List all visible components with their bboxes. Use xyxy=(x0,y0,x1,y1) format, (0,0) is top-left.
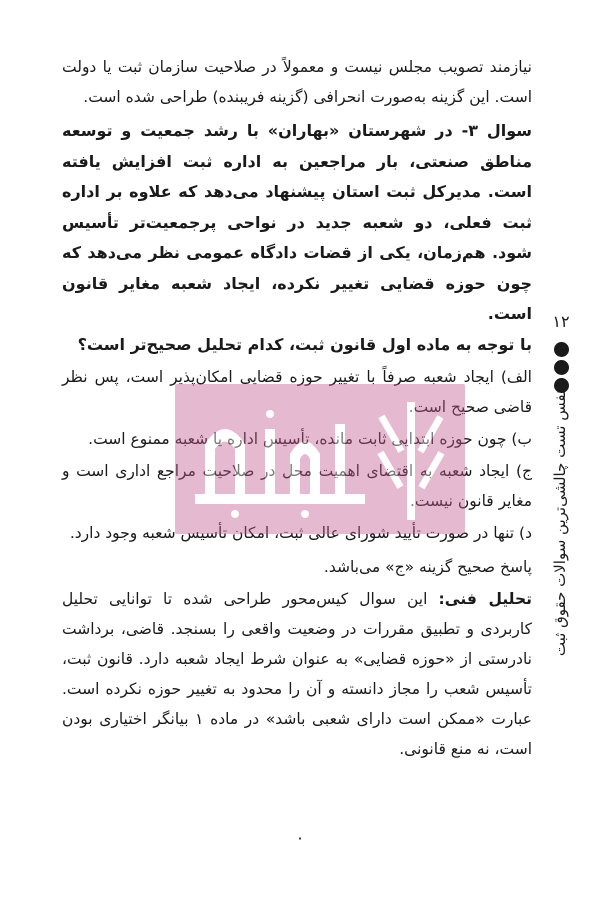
main-text-column xyxy=(62,52,532,764)
book-title: نفس تست چالشی‌ترین سوالات حقوق ثبت xyxy=(551,389,569,657)
option-dal: د) تنها در صورت تأیید شورای عالی ثبت، امکان تأسیس شعبه وجود دارد. xyxy=(69,523,532,542)
question-prompt: با توجه به ماده اول قانون ثبت، کدام تحلیل صحیح‌تر است؟ xyxy=(77,334,532,354)
option-alef: الف) ایجاد شعبه صرفاً با تغییر حوزه قضایی امکان‌پذیر است، پس نظر قاضی صحیح است. xyxy=(62,367,532,416)
page-number: ۱۲ xyxy=(552,312,570,331)
correct-answer: پاسخ صحیح گزینه «ج» می‌باشد. xyxy=(323,557,532,576)
intro-paragraph: نیازمند تصویب مجلس نیست و معمولاً در صلاحیت سازمان ثبت یا دولت است. این گزینه به‌صورت انحرافی (گزینه فریبنده) طراحی شده است. xyxy=(62,58,532,106)
book-title-wrap xyxy=(540,389,580,657)
footer-page-mark: ۰ xyxy=(295,828,305,847)
analysis-title: تحلیل فنی: xyxy=(438,589,533,608)
analysis-body: این سوال کیس‌محور طراحی شده تا توانایی تحلیل کاربردی و تطبیق مقررات در وضعیت واقعی را بسنجد. قاضی، برداشت نادرستی از «حوزه قضایی» به عنوان شرط ایجاد شعبه دارد. قانون ثبت، تأسیس شعب را مجاز دانسته و آن را محدود به تغییر حوزه نکرده است. عبارت «ممکن است دارای شعبی باشد» در ماده ۱ بیانگر اختیاری بودن است، نه منع قانونی. xyxy=(62,589,532,758)
option-jim: ج) ایجاد شعبه به اقتضای اهمیت محل در صلاحیت مراجع اداری است و مغایر قانون نیست. xyxy=(62,461,532,510)
option-be: ب) چون حوزه ابتدایی ثابت مانده، تأسیس اداره یا شعبه ممنوع است. xyxy=(88,429,532,448)
side-running-header xyxy=(540,312,580,657)
technical-analysis xyxy=(62,584,532,764)
question-stem: سوال ۳- در شهرستان «بهاران» با رشد جمعیت و توسعه مناطق صنعتی، بار مراجعین به اداره ثبت افزایش یافته است. مدیرکل ثبت استان پیشنهاد می‌دهد که علاوه بر اداره ثبت فعلی، دو شعبه جدید در نواحی پرجمعیت‌تر تأسیس شود. هم‌زمان، یکی از قضات دادگاه عمومی نظر می‌دهد که چون حوزه قضایی تغییر نکرده، ایجاد شعبه مغایر قانون است. xyxy=(62,121,533,323)
